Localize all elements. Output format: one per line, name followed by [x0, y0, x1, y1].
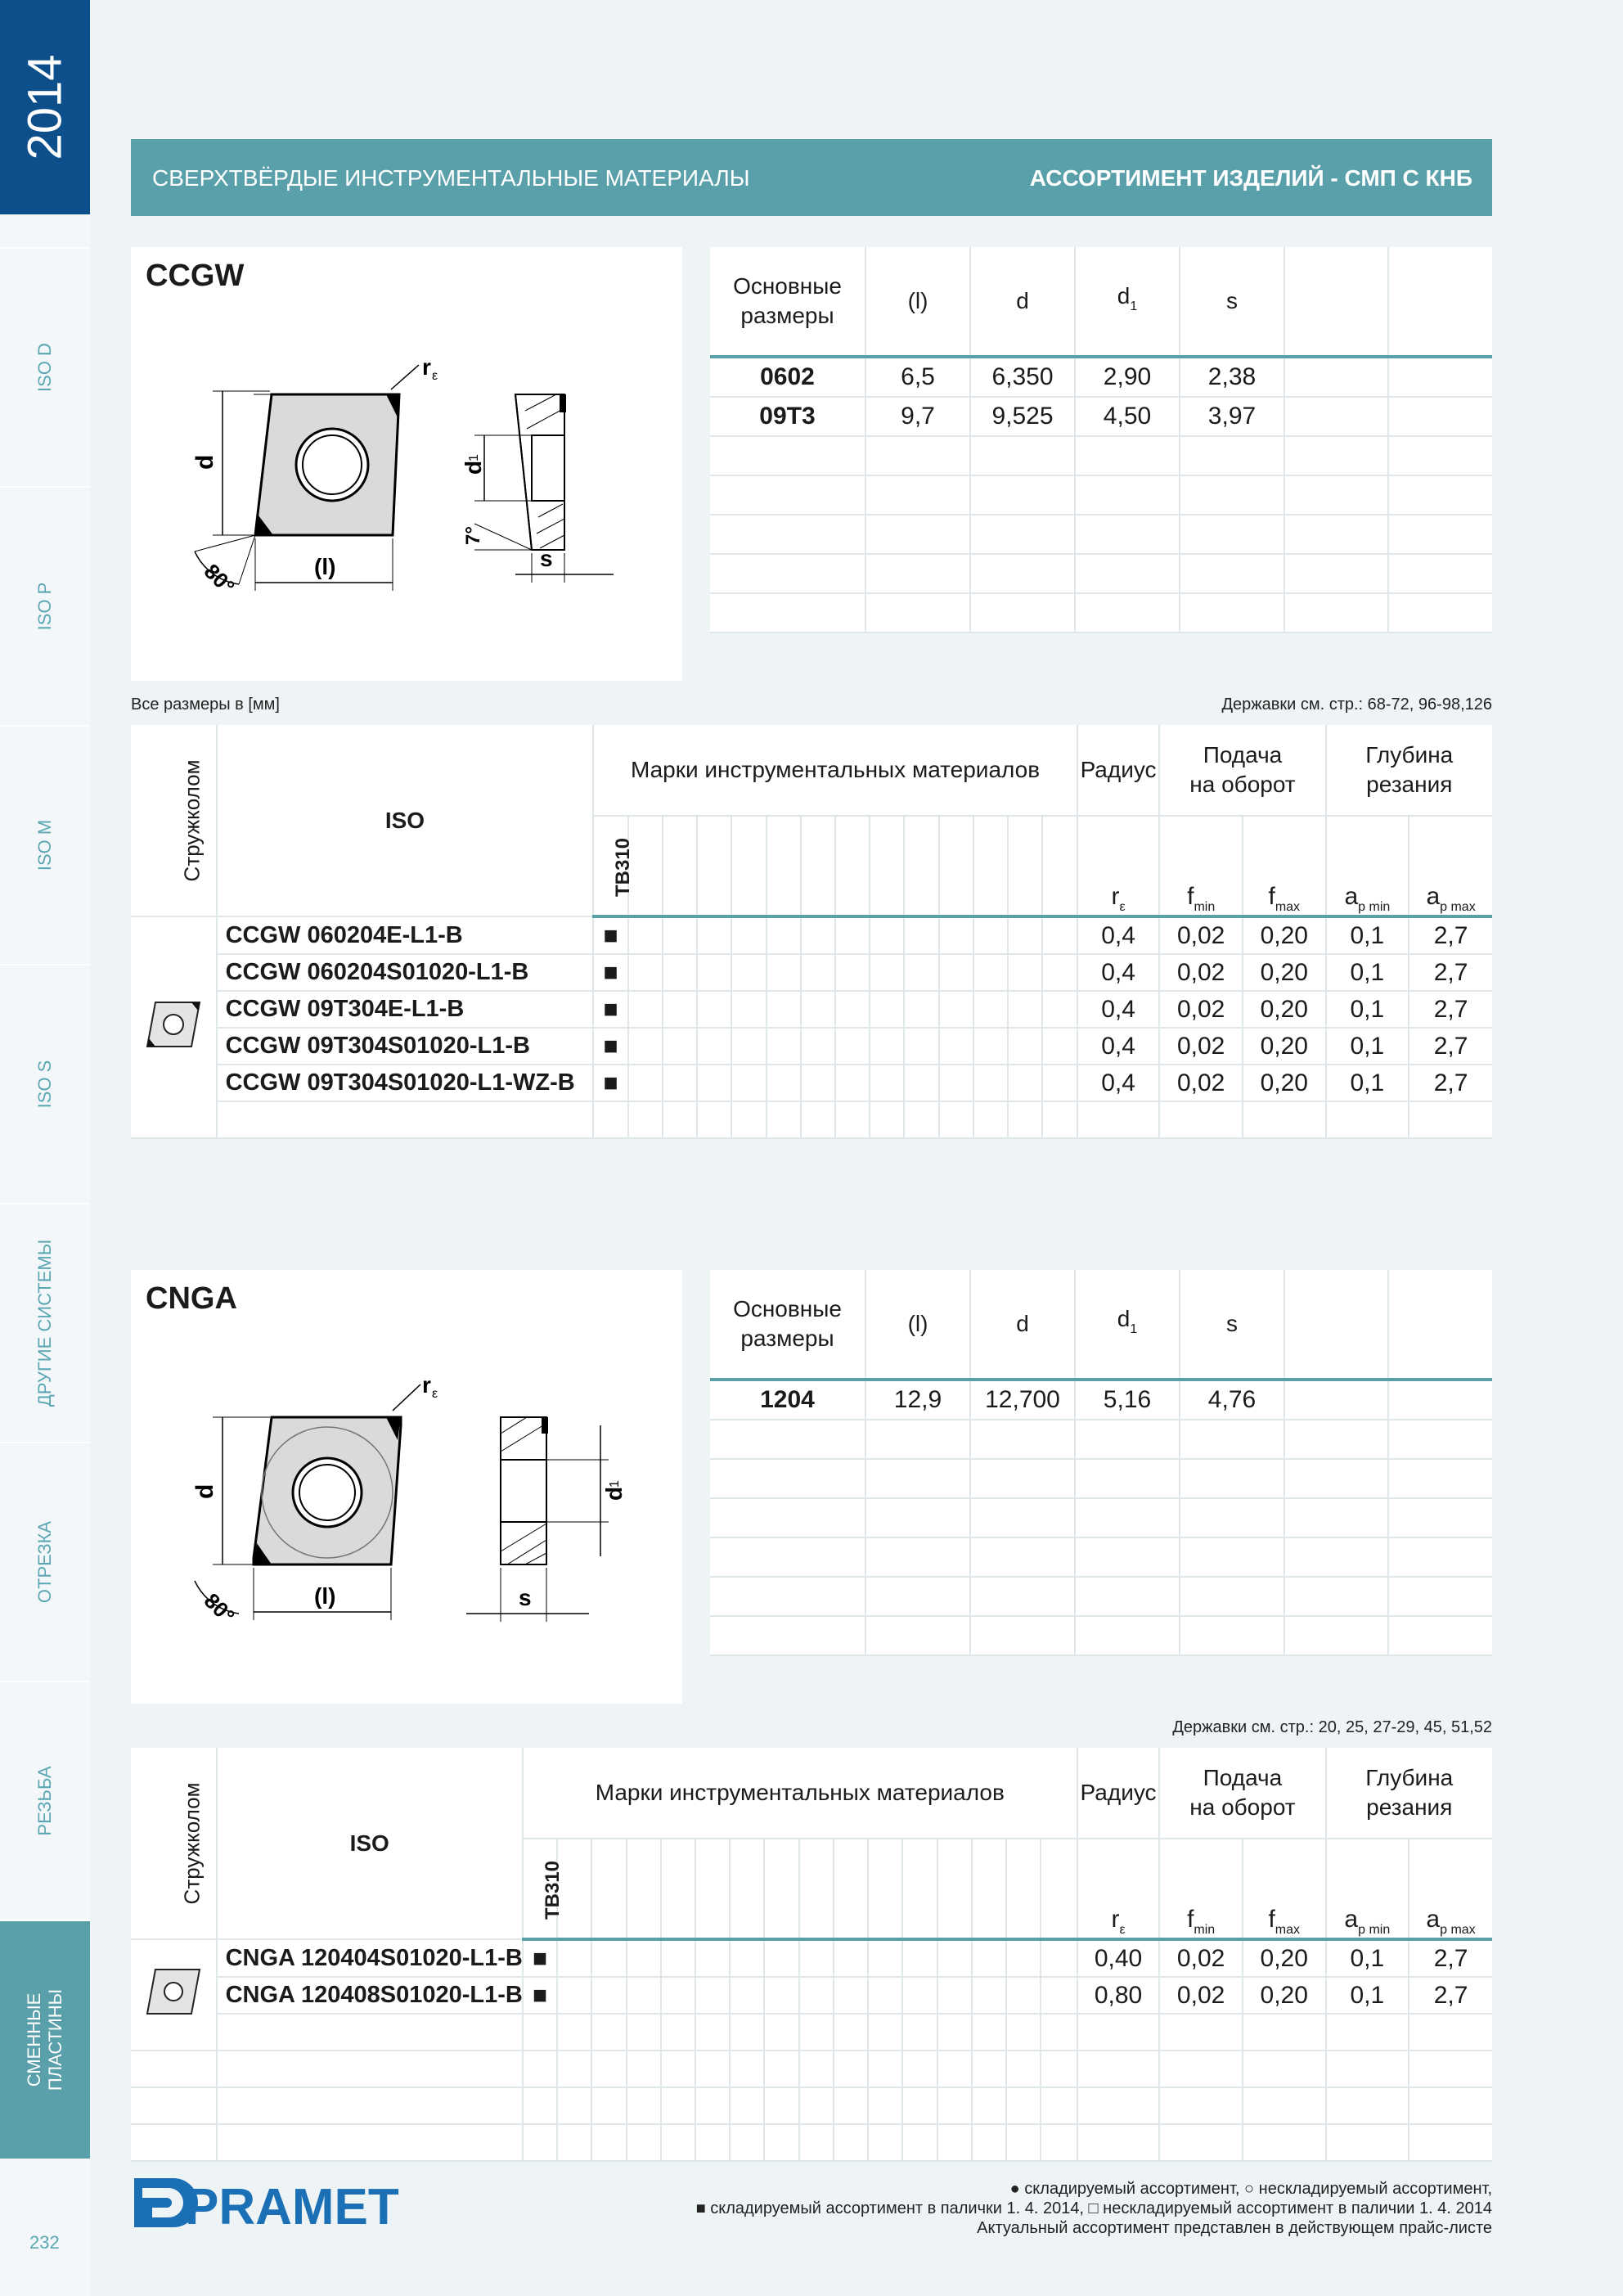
table-row: CCGW 09T304S01020-L1-WZ-B ■ 0,4 0,02 0,20 0,1 2,7 [131, 1065, 1492, 1101]
header-s: s [1180, 247, 1284, 357]
header-chipbreaker: Стружколом [131, 725, 217, 916]
table-row: CCGW 060204E-L1-B ■ 0,4 0,02 0,20 0,1 2,7 [131, 916, 1492, 954]
ccgw-insert-drawing [131, 247, 682, 681]
legend-line-2: ■ складируемый ассортимент в палички 1. 4. 2014, □ нескладируемый ассортимент в паличии 1. 4. 2014 [695, 2199, 1492, 2217]
svg-text:(l): (l) [314, 1583, 336, 1609]
svg-text:PRAMET: PRAMET [185, 2179, 399, 2231]
table-header-row [710, 247, 1492, 357]
svg-text:ε: ε [432, 1387, 438, 1401]
svg-text:s: s [540, 546, 553, 571]
legend-line-1: ● складируемый ассортимент, ○ нескладируемый ассортимент, [1009, 2180, 1492, 2198]
svg-text:d: d [191, 1483, 218, 1499]
header-right-title: АССОРТИМЕНТ ИЗДЕЛИЙ - СМП С КНБ [1029, 165, 1472, 191]
header-d1: $d_1$ [1075, 247, 1180, 357]
svg-text:s: s [519, 1585, 532, 1610]
svg-text:(l): (l) [314, 554, 336, 579]
header-left-title: СВЕРХТВЁРДЫЕ ИНСТРУМЕНТАЛЬНЫЕ МАТЕРИАЛЫ [152, 165, 750, 191]
table-header-row: Основные размеры (l) d $d_1$ s [710, 1270, 1492, 1380]
cnga-title: CNGA [146, 1281, 237, 1316]
cnga-holders-note: Державки см. стр.: 20, 25, 27-29, 45, 51,52 [1172, 1718, 1492, 1736]
year-label: 2014 [18, 54, 72, 160]
sidebar-item-iso-s[interactable]: ISO S [0, 964, 90, 1203]
header-fmax: $f_{max}$ [1243, 816, 1326, 916]
ccgw-title: CCGW [146, 259, 245, 293]
table-row: 09T3 9,7 9,525 4,50 3,97 [710, 397, 1492, 436]
ccgw-dimensions-table [710, 247, 1492, 633]
svg-text:d: d [601, 1486, 627, 1501]
header-apmin: $a_{p min}$ [1326, 816, 1409, 916]
section-header [131, 139, 1492, 216]
ccgw-holders-note: Державки см. стр.: 68-72, 96-98,126 [1221, 696, 1492, 714]
table-row: CNGA 120408S01020-L1-B ■ 0,80 0,02 0,20 0,1 2,7 [131, 1977, 1492, 2014]
svg-text:ε: ε [432, 369, 438, 383]
table-row: CCGW 060204S01020-L1-B ■ 0,4 0,02 0,20 0,1 2,7 [131, 954, 1492, 991]
sidebar-item-threading[interactable]: РЕЗЬБА [0, 1681, 90, 1920]
svg-text:1: 1 [467, 454, 481, 461]
header-depth: Глубина резания [1326, 725, 1492, 816]
svg-text:r: r [422, 354, 431, 380]
units-note: Все размеры в [мм] [131, 696, 280, 714]
sidebar [0, 0, 90, 2296]
svg-text:7°: 7° [462, 526, 484, 545]
header-fmin: $f_{min}$ [1159, 816, 1243, 916]
pramet-logo [131, 2175, 401, 2231]
header-l: (l) [865, 247, 970, 357]
svg-text:80°: 80° [199, 1588, 240, 1629]
header-d: d [970, 247, 1075, 357]
sidebar-item-iso-p[interactable]: ISO P [0, 486, 90, 725]
header-feed: Подача на оборот [1159, 725, 1325, 816]
header-apmax: $a_{p max}$ [1409, 816, 1492, 916]
cnga-drawing-panel [131, 1270, 682, 1704]
svg-text:1: 1 [608, 1480, 622, 1488]
ccgw-products-table [131, 725, 1492, 1139]
cnga-products-table: Стружколом ISO Марки инструментальных материалов Радиус Подача на оборот Глубина резания TB310 $r_\varepsilon$ $f_{min}$ $f_{max}$ $a_{p min}$ $a_{p max}$ CNGA 120404S01020-L1-B ■ 0,40 0,02 0,20 0,1 2,7 CNGA 120408S01020-L1-B ■ 0,80 0,02 0,20 0,1 2,7 [131, 1748, 1492, 2162]
table-row: CCGW 09T304E-L1-B ■ 0,4 0,02 0,20 0,1 2,7 [131, 991, 1492, 1028]
ccgw-insert-icon [131, 916, 217, 1138]
header-r-eps: $r_\varepsilon$ [1077, 816, 1160, 916]
cnga-dimensions-table [710, 1270, 1492, 1656]
table-row: 0602 6,5 6,350 2,90 2,38 [710, 357, 1492, 397]
sidebar-item-inserts[interactable]: СМЕННЫЕ ПЛАСТИНЫ [0, 1920, 90, 2159]
header-iso: ISO [217, 725, 594, 916]
year-tab[interactable] [0, 0, 90, 214]
ccgw-drawing-panel [131, 247, 682, 681]
sidebar-item-iso-d[interactable]: ISO D [0, 247, 90, 486]
page-number: 232 [29, 2232, 60, 2253]
sidebar-item-other-systems[interactable]: ДРУГИЕ СИСТЕМЫ [0, 1203, 90, 1442]
svg-text:d: d [191, 454, 218, 470]
header-main-dims: Основные размеры [710, 247, 865, 357]
svg-text:r: r [422, 1372, 431, 1398]
svg-text:80°: 80° [199, 559, 240, 600]
svg-text:d: d [461, 460, 486, 475]
table-row: CCGW 09T304S01020-L1-B ■ 0,4 0,02 0,20 0,1 2,7 [131, 1028, 1492, 1065]
legend-line-3: Актуальный ассортимент представлен в действующем прайс-листе [977, 2219, 1492, 2237]
header-materials: Марки инструментальных материалов [593, 725, 1077, 816]
sidebar-item-parting[interactable]: ОТРЕЗКА [0, 1442, 90, 1681]
header-radius: Радиус [1077, 725, 1160, 816]
table-row: 1204 12,9 12,700 5,16 4,76 [710, 1380, 1492, 1420]
cnga-insert-icon [131, 1939, 217, 2051]
table-row: CNGA 120404S01020-L1-B ■ 0,40 0,02 0,20 0,1 2,7 [131, 1939, 1492, 1977]
cnga-insert-drawing [131, 1270, 682, 1704]
grade-tb310: TB310 [593, 816, 627, 916]
sidebar-item-iso-m[interactable]: ISO M [0, 725, 90, 964]
